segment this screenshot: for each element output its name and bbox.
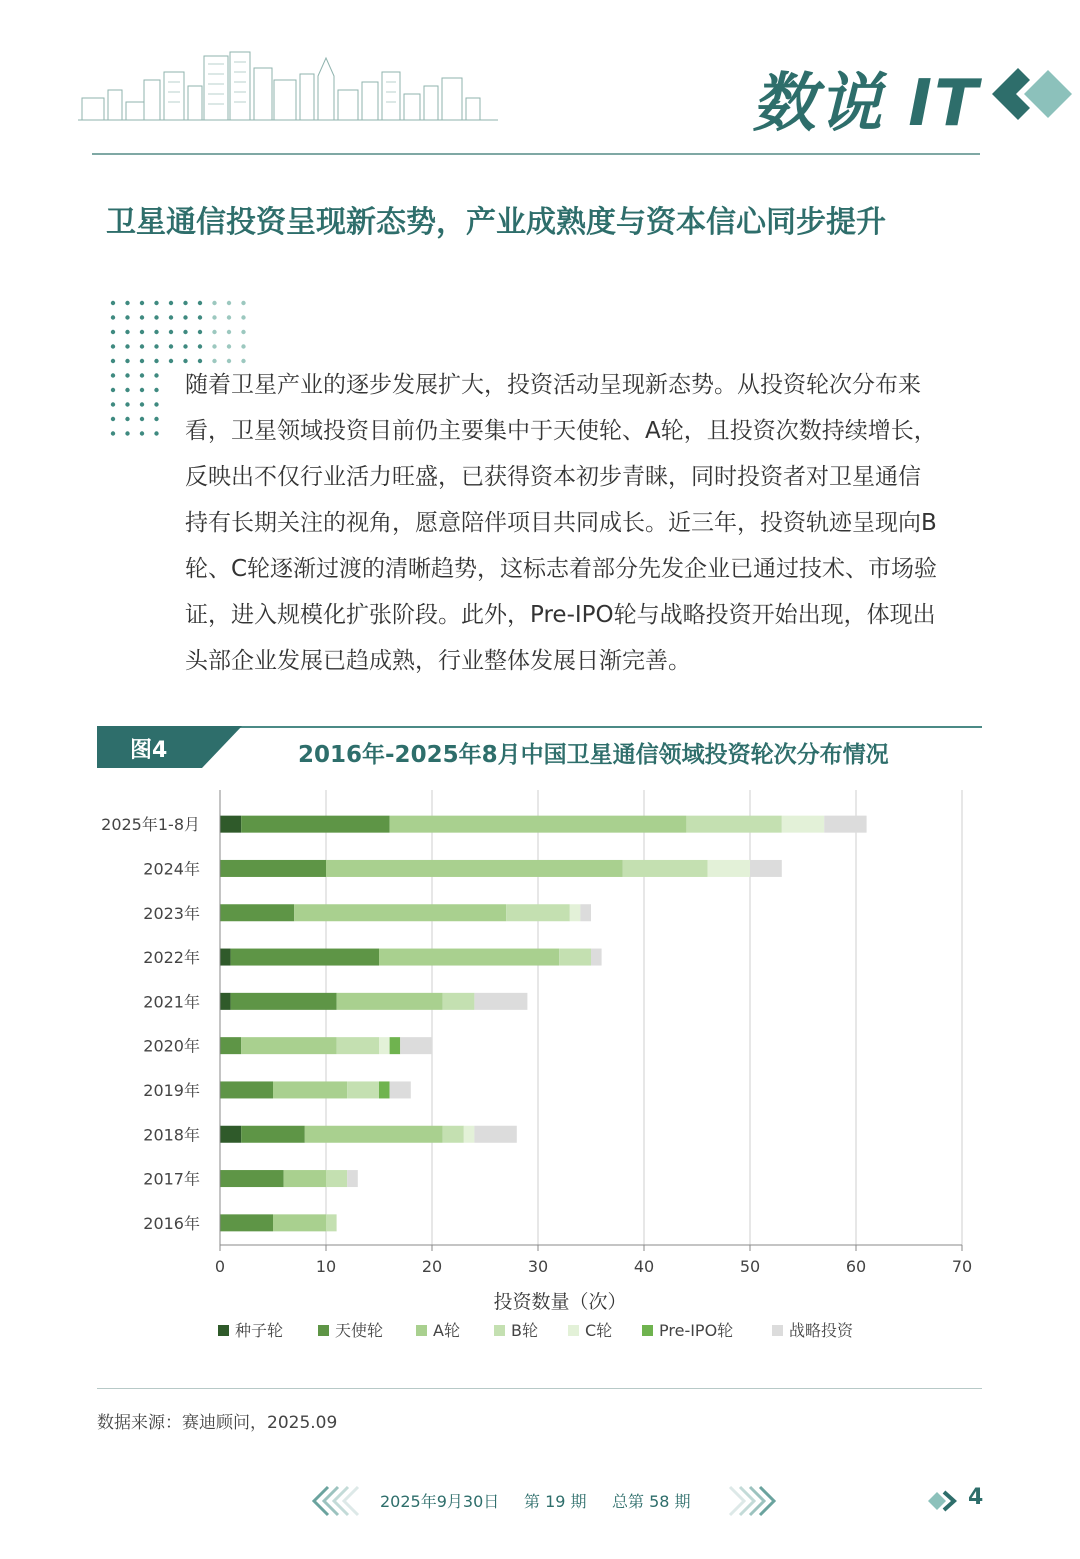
legend-swatch — [772, 1325, 783, 1336]
body-paragraph — [185, 362, 985, 684]
legend-label: Pre-IPO轮 — [659, 1321, 734, 1340]
bar-segment — [337, 993, 443, 1010]
y-tick-label: 2016年 — [143, 1213, 200, 1233]
bar-segment — [708, 860, 750, 877]
y-tick-label: 2021年 — [143, 992, 200, 1012]
bar-segment — [326, 1170, 347, 1187]
x-tick-label: 0 — [214, 1257, 226, 1276]
legend-swatch — [318, 1325, 329, 1336]
bar-segment — [347, 1170, 358, 1187]
legend-label: C轮 — [585, 1321, 613, 1340]
page-marker-icon — [928, 1490, 962, 1512]
bar-segment — [220, 1037, 241, 1054]
y-tick-label: 2025年1-8月 — [101, 815, 200, 835]
data-source: 数据来源：赛迪顾问，2025.09 — [97, 1413, 338, 1433]
bar-segment — [220, 949, 231, 966]
x-tick-label: 60 — [845, 1257, 867, 1276]
x-tick-label: 20 — [421, 1257, 443, 1276]
y-tick-label: 2019年 — [143, 1080, 200, 1100]
chart-bars — [220, 816, 867, 1232]
legend-swatch — [494, 1325, 505, 1336]
paragraph-line: 持有长期关注的视角，愿意陪伴项目共同成长。近三年，投资轨迹呈现向B — [185, 510, 937, 536]
y-tick-label: 2024年 — [143, 859, 200, 879]
chevrons-right-icon — [718, 1484, 778, 1518]
bar-segment — [443, 993, 475, 1010]
y-tick-label: 2017年 — [143, 1169, 200, 1189]
bar-segment — [220, 993, 231, 1010]
bar-segment — [782, 816, 824, 833]
bar-segment — [220, 904, 294, 921]
bar-segment — [570, 904, 581, 921]
bar-segment — [390, 1037, 401, 1054]
bar-segment — [347, 1081, 379, 1098]
bar-segment — [284, 1170, 326, 1187]
bar-segment — [220, 1170, 284, 1187]
bar-segment — [506, 904, 570, 921]
bar-segment — [474, 1126, 516, 1143]
x-tick-label: 30 — [527, 1257, 549, 1276]
bar-segment — [390, 1081, 411, 1098]
chevrons-left-icon — [310, 1484, 370, 1518]
bar-segment — [231, 993, 337, 1010]
bar-segment — [241, 1126, 305, 1143]
x-axis-label: 投资数量（次） — [493, 1291, 627, 1313]
bar-segment — [294, 904, 506, 921]
legend-label: 天使轮 — [335, 1321, 384, 1340]
bar-segment — [686, 816, 781, 833]
footer-date: 2025年9月30日 — [380, 1492, 500, 1511]
bar-segment — [273, 1081, 347, 1098]
bar-segment — [241, 1037, 336, 1054]
bar-segment — [580, 904, 591, 921]
legend-swatch — [416, 1325, 427, 1336]
bar-segment — [273, 1214, 326, 1231]
bar-segment — [623, 860, 708, 877]
y-tick-label: 2018年 — [143, 1125, 200, 1145]
section-headline: 卫星通信投资呈现新态势，产业成熟度与资本信心同步提升 — [106, 205, 886, 240]
bar-segment — [464, 1126, 475, 1143]
double-diamond-icon — [990, 66, 1074, 122]
bar-segment — [443, 1126, 464, 1143]
bar-segment — [591, 949, 602, 966]
bar-segment — [474, 993, 527, 1010]
paragraph-line: 轮、C轮逐渐过渡的清晰趋势，这标志着部分先发企业已通过技术、市场验 — [185, 556, 938, 582]
y-tick-label: 2022年 — [143, 948, 200, 968]
x-tick-label: 40 — [633, 1257, 655, 1276]
bar-segment — [231, 949, 379, 966]
footer-issue: 第 19 期 — [524, 1492, 587, 1511]
paragraph-line: 随着卫星产业的逐步发展扩大，投资活动呈现新态势。从投资轮次分布来 — [185, 372, 921, 398]
bar-segment — [824, 816, 866, 833]
bar-segment — [305, 1126, 443, 1143]
bar-segment — [326, 1214, 337, 1231]
chart-title: 2016年-2025年8月中国卫星通信领域投资轮次分布情况 — [298, 742, 889, 768]
legend-swatch — [218, 1325, 229, 1336]
bar-segment — [220, 816, 241, 833]
bar-segment — [220, 1126, 241, 1143]
city-skyline-illustration — [78, 50, 498, 122]
paragraph-line: 看，卫星领域投资目前仍主要集中于天使轮、A轮，且投资次数持续增长， — [185, 418, 937, 444]
bar-segment — [379, 1037, 390, 1054]
brand-title: 数说 IT — [752, 67, 980, 141]
y-tick-label: 2020年 — [143, 1036, 200, 1056]
bar-segment — [400, 1037, 432, 1054]
bar-segment — [241, 816, 389, 833]
y-tick-label: 2023年 — [143, 903, 200, 923]
paragraph-line: 头部企业发展已趋成熟，行业整体发展日渐完善。 — [185, 648, 691, 674]
bar-segment — [326, 860, 623, 877]
header-divider — [92, 153, 980, 155]
paragraph-line: 反映出不仅行业活力旺盛，已获得资本初步青睐，同时投资者对卫星通信 — [185, 464, 921, 490]
figure-label: 图4 — [130, 738, 168, 763]
bar-segment — [220, 1081, 273, 1098]
paragraph-line: 证，进入规模化扩张阶段。此外，Pre-IPO轮与战略投资开始出现，体现出 — [185, 602, 936, 628]
bar-segment — [337, 1037, 379, 1054]
legend-label: 种子轮 — [235, 1321, 284, 1340]
bar-segment — [220, 1214, 273, 1231]
legend-swatch — [642, 1325, 653, 1336]
chart-legend — [218, 1321, 854, 1340]
x-tick-label: 10 — [315, 1257, 337, 1276]
chart-grid — [326, 790, 962, 1245]
legend-swatch — [568, 1325, 579, 1336]
figure-label-tab — [97, 726, 242, 768]
bar-segment — [559, 949, 591, 966]
x-tick-label: 50 — [739, 1257, 761, 1276]
page-number: 4 — [968, 1485, 984, 1510]
bar-segment — [220, 860, 326, 877]
legend-label: 战略投资 — [789, 1321, 854, 1340]
source-divider — [97, 1388, 982, 1389]
legend-label: B轮 — [511, 1321, 538, 1340]
bar-segment — [379, 949, 559, 966]
stacked-bar-chart — [0, 780, 1080, 1360]
bar-segment — [750, 860, 782, 877]
legend-label: A轮 — [433, 1321, 460, 1340]
bar-segment — [379, 1081, 390, 1098]
footer-total-issue: 总第 58 期 — [612, 1492, 691, 1511]
bar-segment — [390, 816, 687, 833]
x-tick-label: 70 — [951, 1257, 973, 1276]
